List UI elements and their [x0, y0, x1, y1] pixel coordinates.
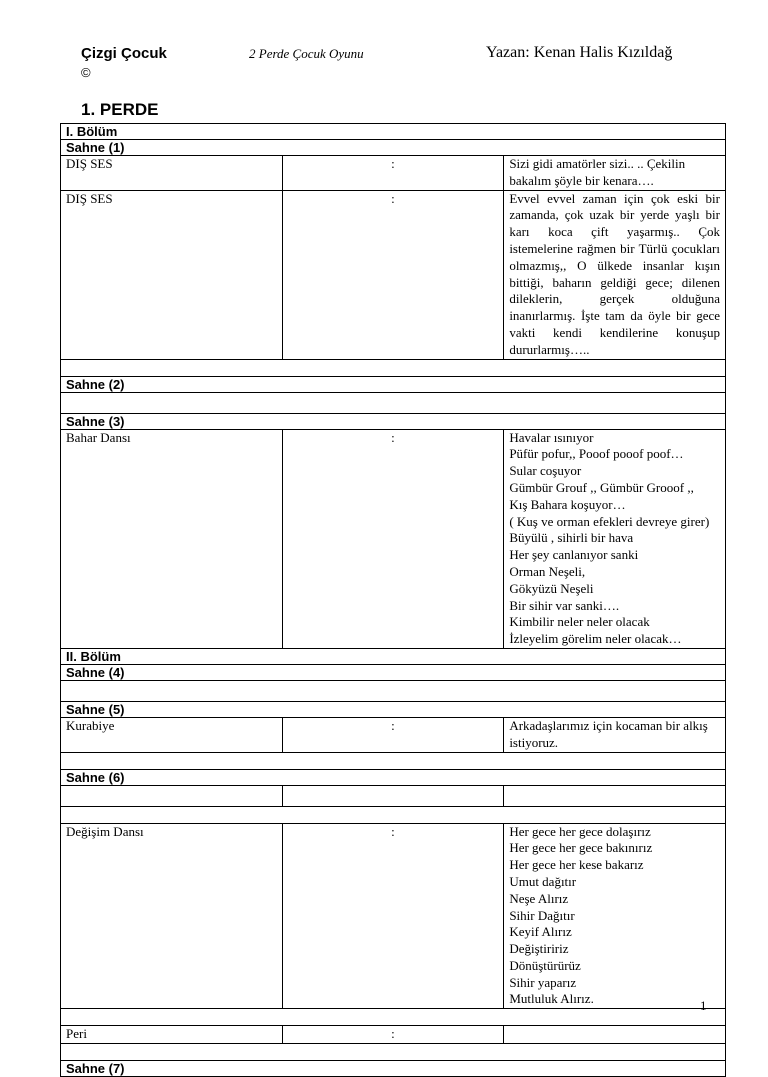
dialogue-row: [61, 1026, 726, 1044]
play-title: Çizgi Çocuk: [81, 45, 167, 62]
speaker-name: DIŞ SES: [61, 190, 283, 359]
dialogue-line: Sular coşuyor: [509, 463, 582, 479]
dialogue-line: Mutluluk Alırız.: [509, 991, 594, 1007]
dialogue-row: [61, 429, 726, 648]
speaker-name: Peri: [61, 1026, 283, 1044]
dialogue-line: Her gece her gece dolaşırız: [509, 823, 651, 839]
speaker-name: Değişim Dansı: [61, 823, 283, 1009]
dialogue-line: Neşe Alırız: [509, 890, 569, 906]
blank-row: [61, 752, 726, 769]
colon-separator: [282, 785, 504, 806]
blank-row: [61, 1044, 726, 1061]
dialogue-line: Değiştiririz: [509, 941, 569, 957]
section-heading-row: [61, 1061, 726, 1077]
dialogue-line: Gümbür Grouf ,, Gümbür Grooof ,,: [509, 479, 694, 495]
colon-separator: :: [282, 190, 504, 359]
blank-cell: [61, 1009, 726, 1026]
script-table-body: [61, 124, 726, 1077]
blank-cell: [61, 806, 726, 823]
dialogue-text: [504, 1026, 726, 1044]
page-number: 1: [700, 998, 707, 1013]
dialogue-line: Arkadaşlarımız için kocaman bir alkış istiyoruz.: [509, 717, 708, 750]
blank-row: [61, 392, 726, 413]
author-line: Yazan: Kenan Halis Kızıldağ: [486, 44, 673, 61]
blank-row: [61, 359, 726, 376]
colon-separator: :: [282, 1026, 504, 1044]
blank-row: [61, 806, 726, 823]
dialogue-row: [61, 156, 726, 191]
section-heading: Sahne (7): [61, 1061, 726, 1077]
dialogue-line: Bir sihir var sanki….: [509, 597, 620, 613]
blank-cell: [61, 752, 726, 769]
colon-separator: :: [282, 717, 504, 752]
dialogue-row: [61, 190, 726, 359]
section-heading-row: [61, 769, 726, 785]
blank-row: [61, 680, 726, 701]
speaker-name: DIŞ SES: [61, 156, 283, 191]
dialogue-line: ( Kuş ve orman efekleri devreye girer): [509, 513, 710, 529]
dialogue-line: Dönüştürürüz: [509, 957, 581, 973]
dialogue-row: [61, 823, 726, 1009]
dialogue-line: Umut dağıtır: [509, 873, 577, 889]
dialogue-row: [61, 717, 726, 752]
act-title: 1. PERDE: [81, 100, 159, 119]
colon-separator: :: [282, 823, 504, 1009]
section-heading: Sahne (2): [61, 376, 726, 392]
dialogue-line: İzleyelim görelim neler olacak…: [509, 631, 682, 647]
colon-separator: :: [282, 429, 504, 648]
blank-cell: [61, 359, 726, 376]
dialogue-line: Havalar ısınıyor: [509, 429, 594, 445]
speaker-name: [61, 785, 283, 806]
dialogue-line: Orman Neşeli,: [509, 563, 586, 579]
dialogue-line: Kış Bahara koşuyor…: [509, 496, 626, 512]
section-heading: II. Bölüm: [61, 648, 726, 664]
dialogue-line: Sizi gidi amatörler sizi.. .. Çekilin bakalım şöyle bir kenara….: [509, 156, 686, 188]
dialogue-text: [504, 190, 726, 359]
blank-cell: [61, 392, 726, 413]
dialogue-text: [504, 156, 726, 191]
dialogue-line: Evvel evvel zaman için çok eski bir zamanda, çok uzak bir yerde yaşlı bir karı koca çift yaşarmış.. Çok istemelerine rağmen bir Türlü çocukları olmazmış,, O ülkede insanlar kışın bittiği, baharın geldiği gece; dilenen dileklerin, gerçek olduğuna inanırlarmış. İşte tam da öyle bir gece vakti kendi kendilerine konuşup dururlarmış…..: [509, 190, 720, 357]
section-heading-row: [61, 664, 726, 680]
dialogue-line: Keyif Alırız: [509, 924, 572, 940]
section-heading: Sahne (4): [61, 664, 726, 680]
section-heading-row: [61, 140, 726, 156]
dialogue-line: Gökyüzü Neşeli: [509, 580, 594, 596]
section-heading: I. Bölüm: [61, 124, 726, 140]
speaker-name: Bahar Dansı: [61, 429, 283, 648]
section-heading: Sahne (3): [61, 413, 726, 429]
dialogue-text: [504, 429, 726, 648]
dialogue-line: Her gece her gece bakınırız: [509, 840, 653, 856]
colon-separator: :: [282, 156, 504, 191]
dialogue-line: Püfür pofur,, Pooof pooof poof…: [509, 446, 684, 462]
speaker-name: Kurabiye: [61, 717, 283, 752]
dialogue-text: [504, 823, 726, 1009]
dialogue-text: [504, 785, 726, 806]
blank-cell: [61, 680, 726, 701]
dialogue-text: [504, 717, 726, 752]
section-heading-row: [61, 648, 726, 664]
dialogue-line: Sihir yaparız: [509, 974, 577, 990]
dialogue-line: Her şey canlanıyor sanki: [509, 547, 639, 563]
dialogue-line: Büyülü , sihirli bir hava: [509, 530, 634, 546]
section-heading-row: [61, 701, 726, 717]
copyright-symbol: ©: [81, 65, 91, 80]
dialogue-line: Her gece her kese bakarız: [509, 857, 644, 873]
section-heading-row: [61, 124, 726, 140]
play-subtitle: 2 Perde Çocuk Oyunu: [249, 46, 364, 61]
section-heading: Sahne (5): [61, 701, 726, 717]
dialogue-line: Kimbilir neler neler olacak: [509, 614, 650, 630]
blank-row: [61, 1009, 726, 1026]
section-heading: Sahne (1): [61, 140, 726, 156]
blank-cell: [61, 1044, 726, 1061]
script-table: [60, 123, 726, 1077]
section-heading: Sahne (6): [61, 769, 726, 785]
section-heading-row: [61, 413, 726, 429]
section-heading-row: [61, 376, 726, 392]
dialogue-line: Sihir Dağıtır: [509, 907, 575, 923]
dialogue-row: [61, 785, 726, 806]
